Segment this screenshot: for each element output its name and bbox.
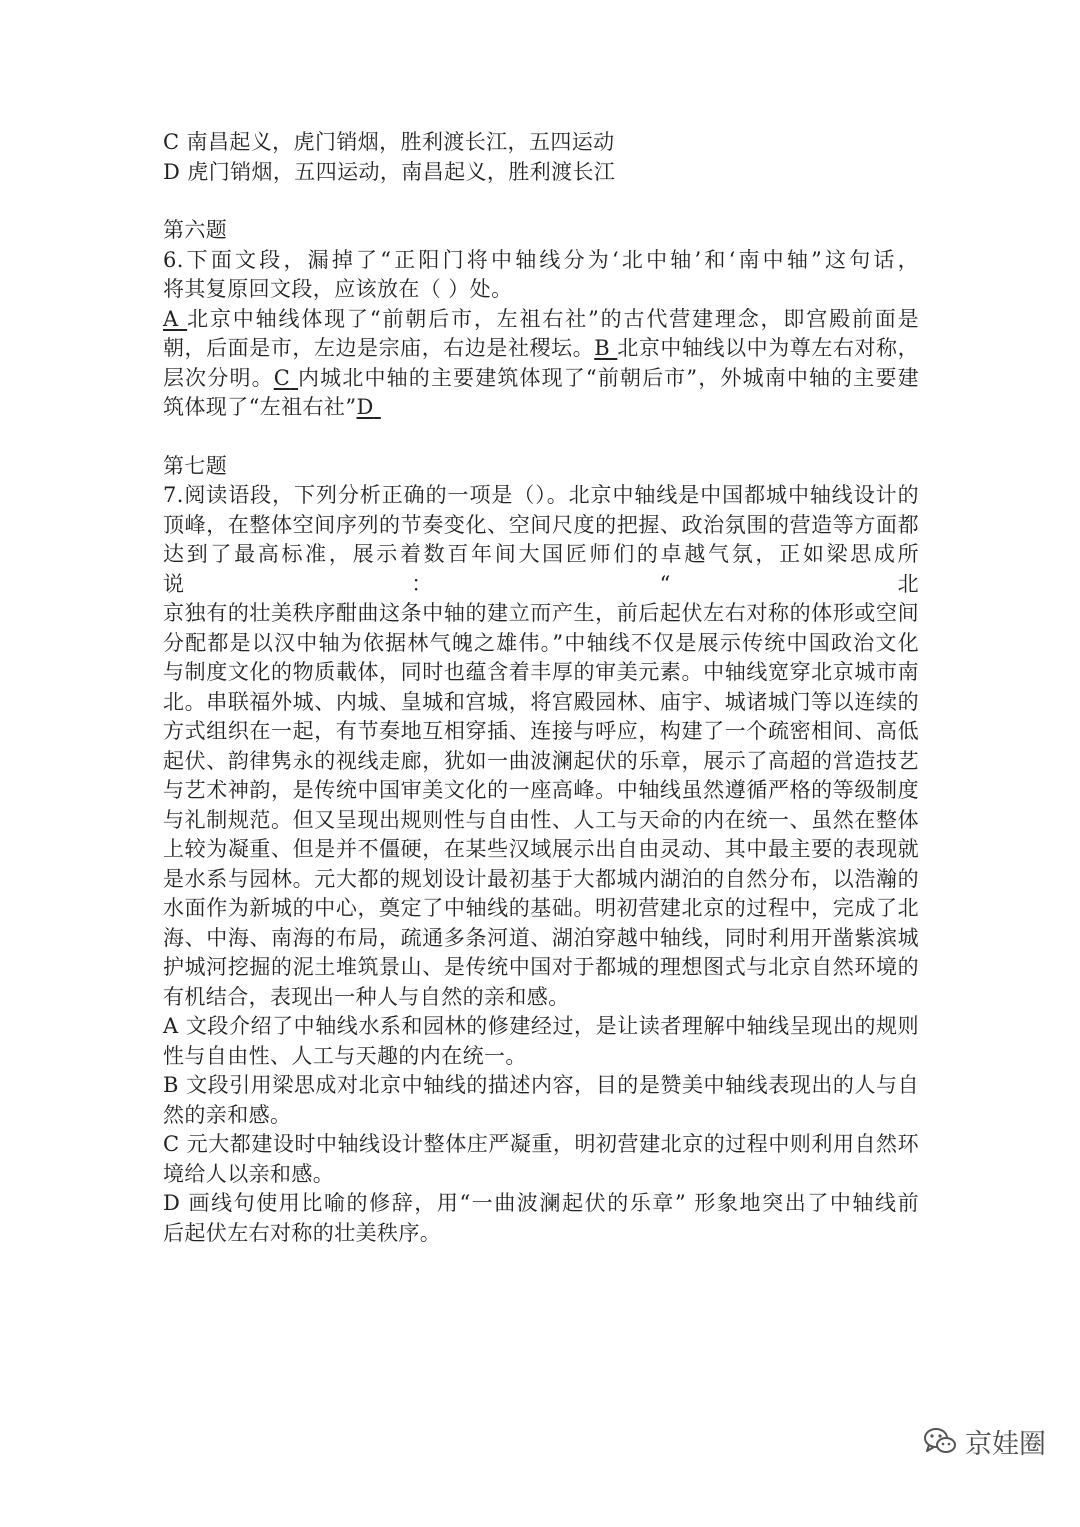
question-7-heading: 第七题 — [163, 453, 228, 478]
document-page — [163, 128, 919, 1248]
question-7-passage-line: 是水系与园林。元大都的规划设计最初基于大都城内湖泊的自然分布，以浩瀚的 — [163, 866, 919, 891]
question-6-passage-line — [163, 364, 919, 394]
question-7-option-d: D 画线句使用比喻的修辞，用“一曲波澜起伏的乐章” 形象地突出了中轴线前 — [163, 1191, 919, 1215]
passage-text: 筑体现了“左祖右社” — [163, 395, 357, 419]
watermark-text: 京娃圈 — [965, 1428, 1046, 1460]
question-7-passage-line: 北。串联福外城、内城、皇城和宫城，将宫殿园林、庙宇、城诸城门等以连续的 — [163, 689, 919, 714]
question-7-option-a: 性与自由性、人工与天趣的内在统一。 — [163, 1043, 527, 1068]
question-7-passage-line: 达到了最高标准，展示着数百年间大国匠师们的卓越气氛，正如梁思成所说：“北 — [163, 542, 919, 596]
question-6-passage-line — [163, 305, 919, 335]
passage-text: 层次分明。 — [163, 365, 274, 390]
question-7-passage-line: 起伏、韵律隽永的视线走廊，犹如一曲波澜起伏的乐章，展示了高超的営造技艺 — [163, 748, 919, 773]
question-7-passage-line: 水面作为新城的中心，奠定了中轴线的基础。明初营建北京的过程中，完成了北 — [163, 896, 919, 920]
question-7-passage-line: 护城河挖掘的泥土堆筑景山、是传统中国对于都城的理想图式与北京自然环境的 — [163, 955, 919, 979]
insert-position-b: B — [594, 336, 611, 360]
passage-text: 北京中轴线体现了“前朝后市，左祖右社”的古代营建理念，即宫殿前面是 — [187, 306, 920, 331]
wechat-icon — [923, 1426, 957, 1456]
question-7-passage-line: 与艺术神韵，是传统中国审美文化的一座高峰。中轴线虽然遵循严格的等级制度 — [163, 778, 919, 802]
question-6-passage-line — [163, 334, 919, 364]
question-7-option-b: 然的亲和感。 — [163, 1102, 292, 1127]
question-7-passage-line: 方式组织在一起，有节奏地互相穿插、连接与呼应，构建了一个疏密相间、高低 — [163, 719, 919, 743]
spacer — [163, 187, 919, 216]
option-c-prev-question: C 南昌起义，虎门销烟，胜利渡长江，五四运动 — [163, 130, 615, 154]
question-7-passage-line: 顶峰，在整体空间序列的节奏变化、空间尺度的把握、政治氛围的营造等方面都 — [163, 512, 919, 537]
question-7-passage-line: 7.阅读语段，下列分析正确的一项是（）。北京中轴线是中国都城中轴线设计的 — [163, 483, 919, 507]
question-6-heading: 第六题 — [163, 218, 228, 242]
underline-space — [179, 307, 188, 331]
question-7-passage-line: 有机结合，表现出一种人与自然的亲和感。 — [163, 984, 570, 1009]
insert-position-d: D — [356, 395, 374, 419]
question-7-option-b: B 文段引用梁思成对北京中轴线的描述内容，目的是赞美中轴线表现出的人与自 — [163, 1073, 919, 1097]
question-7-option-c: 境给人以亲和感。 — [163, 1161, 335, 1186]
question-7-passage-line: 上较为凝重、但是并不僵硬，在某些汉域展示出自由灵动、其中最主要的表现就 — [163, 837, 919, 861]
insert-position-a: A — [163, 306, 179, 331]
question-7-passage-line: 分配都是以汉中轴为依据林气魄之雄伟。”中轴线不仅是展示传统中国政治文化 — [163, 630, 919, 655]
insert-position-c: C — [273, 365, 291, 390]
passage-text: 朝，后面是市，左边是宗庙，右边是社稷坛。 — [163, 336, 595, 360]
question-7-passage-line: 海、中海、南海的布局，疏通多条河道、湖泊穿越中轴线，同时利用开凿紫滨城 — [163, 925, 919, 950]
option-d-prev-question: D 虎门销烟，五四运动，南昌起义，胜利渡长江 — [163, 159, 616, 184]
underline-space — [290, 366, 298, 390]
question-6-stem-line: 将其复原回文段，应该放在（ ）处。 — [163, 277, 513, 301]
passage-text: 北京中轴线以中为尊左右对称， — [617, 336, 920, 360]
source-watermark — [923, 1421, 1046, 1461]
underline-space — [374, 395, 381, 419]
question-6-passage-line — [163, 393, 919, 423]
question-7-option-a: A 文段介绍了中轴线水系和园林的修建经过，是让读者理解中轴线呈现出的规则 — [163, 1014, 919, 1038]
question-7-option-c: C 元大都建设时中轴线设计整体庄严凝重，明初营建北京的过程中则利用自然环 — [163, 1132, 919, 1156]
passage-text: 内城北中轴的主要建筑体现了“前朝后市”，外城南中轴的主要建 — [298, 365, 919, 390]
question-7-option-d: 后起伏左右对称的壮美秩序。 — [163, 1220, 442, 1245]
question-7-passage-line: 与礼制规范。但又呈现出规则性与自由性、人工与天命的内在统一、虽然在整体 — [163, 807, 919, 832]
spacer — [163, 423, 919, 452]
question-7-passage-line: 京独有的壮美秩序酣曲这条中轴的建立而产生，前后起伏左右对称的体形或空间 — [163, 601, 919, 625]
question-7-passage-line: 与制度文化的物质載体，同时也蕴含着丰厚的审美元素。中轴线宽穿北京城市南 — [163, 660, 919, 684]
question-6-stem-line: 6.下面文段，漏掉了“正阳门将中轴线分为‘北中轴’和‘南中轴”这句话， — [163, 247, 919, 272]
